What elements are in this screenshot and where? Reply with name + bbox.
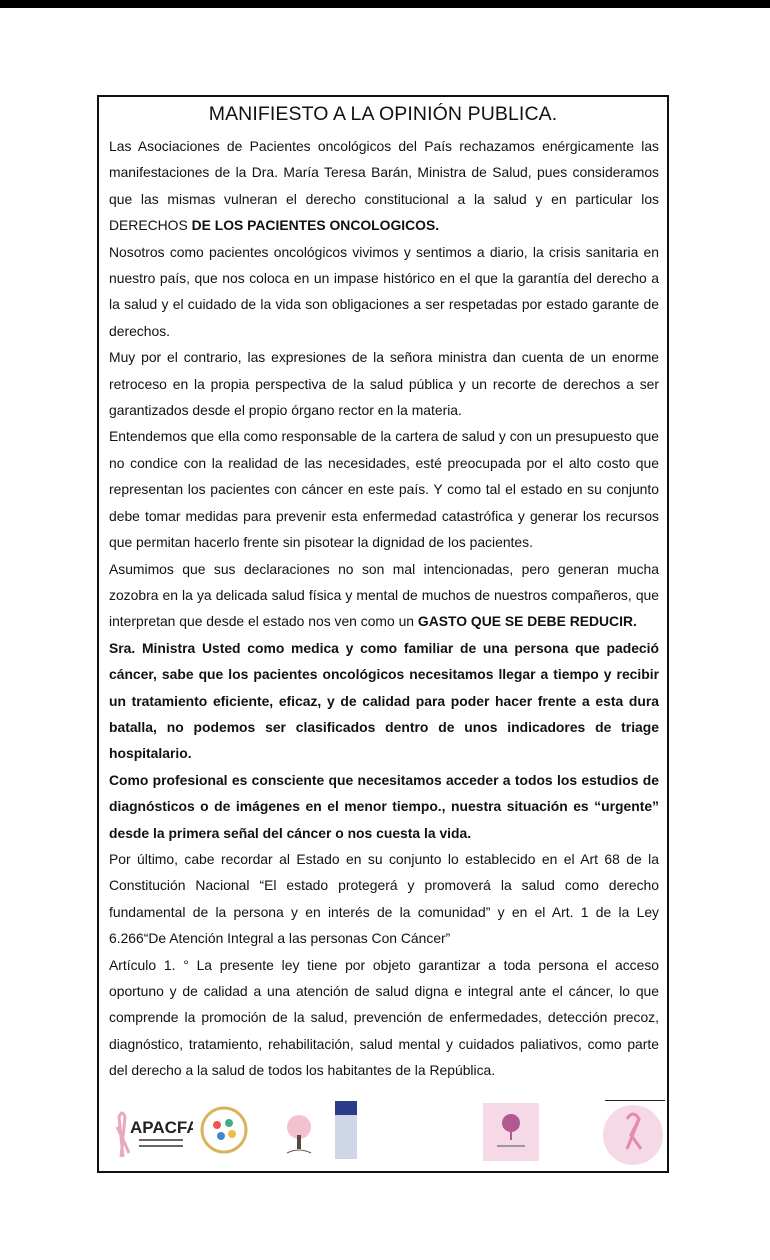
paragraph-text: Las Asociaciones de Pacientes oncológicos del País rechazamos enérgicamente las manifestaciones de la Dra. María Teresa Barán, Ministra de Salud, pues consideramos que las mismas vulneran el derecho constitucional a la salud y en particular los DERECHOS	[109, 138, 659, 234]
status-bar	[0, 0, 770, 8]
paragraph-5	[109, 556, 659, 635]
paragraph-4	[109, 423, 659, 555]
bold-text: DE LOS PACIENTES ONCOLOGICOS.	[191, 217, 440, 234]
apacfa-logo	[113, 1107, 193, 1163]
bold-text: Sra. Ministra Usted como medica y como familiar de una persona que padeció cáncer, sabe que los pacientes oncológicos necesitamos llegar a tiempo y recibir un tratamiento eficiente, eficaz, y de calidad para poder hacer frente a esta dura batalla, no podemos ser clasificados dentro de unos indicadores de triage hospitalario.	[109, 639, 659, 762]
paragraph-text: Nosotros como pacientes oncológicos vivimos y sentimos a diario, la crisis sanitaria en nuestro país, que nos coloca en un impase histórico en el que la garantía del derecho a la salud y el cuidado de la vida son obligaciones a ser respetadas por estado garante de derechos.	[109, 243, 659, 339]
bold-text: Como profesional es consciente que necesitamos acceder a todos los estudios de diagnósticos o de imágenes en el menor tiempo., nuestra situación es “urgente” desde la primera señal del cáncer o nos cuesta la vida.	[109, 771, 659, 841]
pink-tree-logo	[483, 1103, 539, 1161]
paragraph-text: Muy por el contrario, las expresiones de la señora ministra dan cuenta de un enorme retroceso en la propia perspectiva de la salud pública y un recorte de derechos a ser garantizados desde el propio órgano rector en la materia.	[109, 349, 659, 419]
logos-row	[99, 1097, 667, 1167]
document-title: MANIFIESTO A LA OPINIÓN PUBLICA.	[208, 103, 558, 125]
circle-hands-logo	[199, 1103, 249, 1157]
tree-logo	[277, 1109, 321, 1159]
banner-logo	[335, 1101, 357, 1159]
paragraph-6	[109, 635, 659, 767]
paragraph-text: Por último, cabe recordar al Estado en su conjunto lo establecido en el Art 68 de la Constitución Nacional “El estado protegerá y promoverá la salud como derecho fundamental de la persona y en interés de la comunidad” y en el Art. 1 de la Ley 6.266“De Atención Integral a las personas Con Cáncer”	[109, 850, 659, 947]
paragraph-2	[109, 239, 659, 345]
bold-text: GASTO QUE SE DEBE REDUCIR.	[417, 613, 637, 630]
manifesto-document	[97, 95, 669, 1173]
paragraph-9	[109, 952, 659, 1084]
document-body	[109, 133, 659, 1084]
paragraph-8	[109, 846, 659, 952]
paragraph-7	[109, 767, 659, 846]
pink-ribbon-logo	[603, 1105, 663, 1165]
apacfa-logo-text: APACFA	[130, 1118, 193, 1137]
paragraph-text: Entendemos que ella como responsable de la cartera de salud y con un presupuesto que no condice con la realidad de las necesidades, esté preocupada por el alto costo que representan los pacientes con cáncer en este país. Y como tal el estado en su conjunto debe tomar medidas para prevenir esta enfermedad catastrófica y generar los recursos que permitan hacerlo frente sin pisotear la dignidad de los pacientes.	[109, 428, 659, 551]
paragraph-text: Asumimos que sus declaraciones no son mal intencionadas, pero generan mucha zozobra en la ya delicada salud física y mental de muchos de nuestros compañeros, que interpretan que desde el estado nos ven como un	[109, 560, 659, 630]
paragraph-1	[109, 133, 659, 239]
paragraph-text: Artículo 1. ° La presente ley tiene por objeto garantizar a toda persona el acceso oportuno y de calidad a una atención de salud digna e integral ante el cáncer, lo que comprende la promoción de la salud, prevención de enfermedades, detección precoz, diagnóstico, tratamiento, rehabilitación, salud mental y cuidados paliativos, como parte del derecho a la salud de todos los habitantes de la República.	[109, 956, 659, 1079]
paragraph-3	[109, 344, 659, 423]
